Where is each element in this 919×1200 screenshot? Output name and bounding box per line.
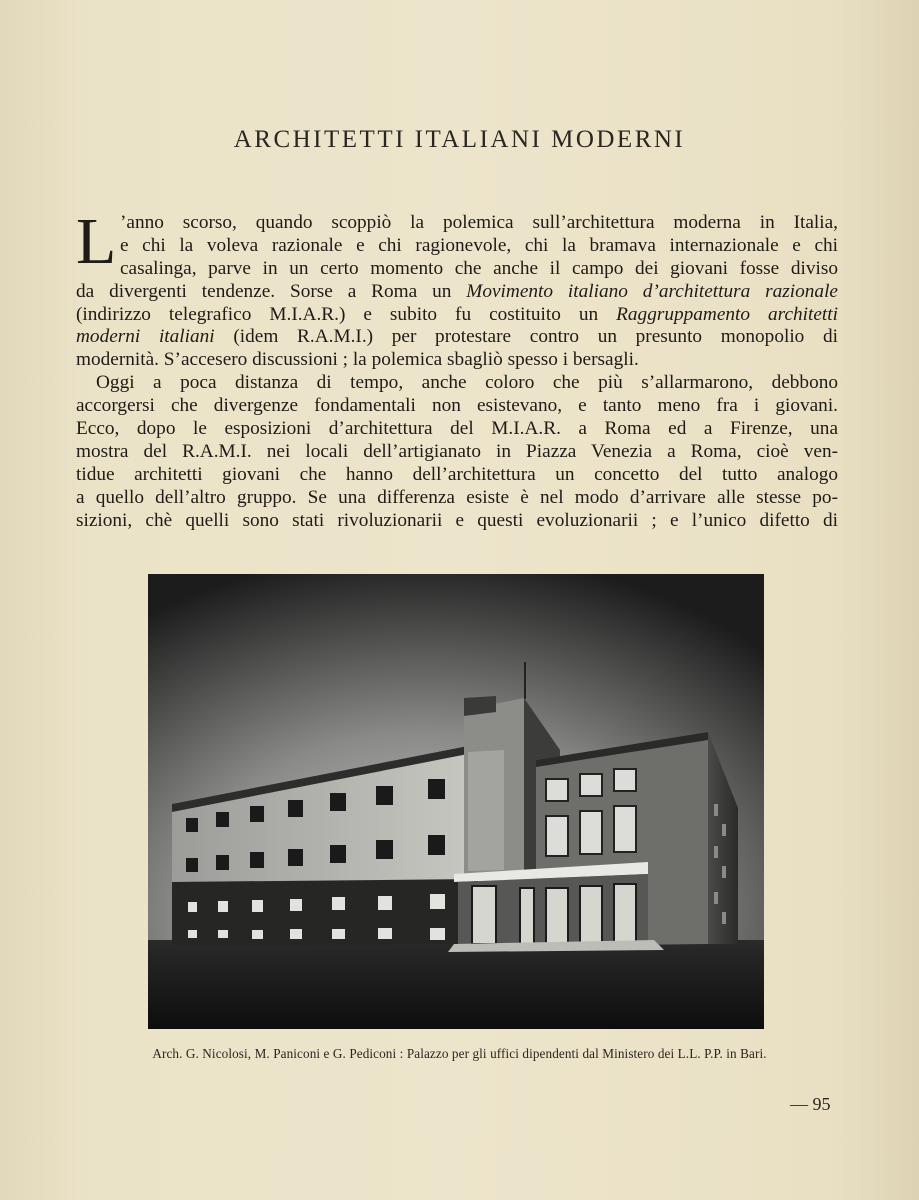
text-run: da divergenti tendenze. Sorse a Roma un	[76, 280, 467, 302]
text-line	[76, 326, 838, 349]
text-line	[76, 281, 838, 304]
text-line	[76, 441, 838, 464]
text-run: Oggi a poca distanza di tempo, anche coloro che più s’allarmarono, debbono	[96, 372, 838, 394]
text-run: e chi la voleva razionale e chi ragionevole, chi la bramava internazionale e chi	[120, 234, 838, 256]
page-number: — 95	[790, 1094, 831, 1114]
text-run: tidue architetti giovani che hanno dell’architettura un concetto del tutto analogo	[76, 463, 838, 485]
text-line	[76, 487, 838, 510]
text-line	[76, 349, 838, 372]
text-run: (indirizzo telegrafico M.I.A.R.) e subito fu costituito un	[76, 303, 617, 325]
building-illustration	[148, 574, 764, 1029]
text-run: Ecco, dopo le esposizioni d’architettura del M.I.A.R. a Roma ed a Firenze, una	[76, 418, 838, 440]
text-line	[76, 235, 838, 258]
text-run: casalinga, parve in un certo momento che anche il campo dei giovani fosse diviso	[120, 257, 838, 279]
text-run: mostra del R.A.M.I. nei locali dell’artigianato in Piazza Venezia a Roma, cioè ven-	[76, 440, 838, 462]
article-body	[76, 205, 838, 532]
article-title: ARCHITETTI ITALIANI MODERNI	[233, 126, 686, 153]
text-line	[76, 510, 838, 533]
text-line	[76, 212, 838, 235]
text-run: a quello dell’altro gruppo. Se una differenza esiste è nel modo d’arrivare alle stesse po-	[76, 486, 838, 508]
figure-caption: Arch. G. Nicolosi, M. Paniconi e G. Pediconi : Palazzo per gli uffici dipendenti dal Ministero dei L.L. P.P. in Bari.	[152, 1046, 767, 1061]
text-line	[76, 304, 838, 327]
italic-phrase: Raggruppamento architetti	[616, 303, 838, 325]
italic-phrase: moderni italiani	[76, 326, 215, 348]
text-run: sizioni, chè quelli sono stati rivoluzionarii e questi evoluzionarii ; e l’unico difetto di	[76, 509, 838, 531]
drop-cap: L	[76, 205, 117, 278]
italic-phrase: Movimento italiano d’architettura razionale	[466, 280, 838, 302]
text-line	[76, 258, 838, 281]
building-photo	[148, 574, 764, 1029]
text-run: ’anno scorso, quando scoppiò la polemica sull’architettura moderna in Italia,	[120, 212, 838, 233]
text-line	[76, 464, 838, 487]
text-line	[76, 395, 838, 418]
text-run: modernità. S’accesero discussioni ; la polemica sbagliò spesso i bersagli.	[76, 349, 639, 371]
text-run: accorgersi che divergenze fondamentali non esistevano, e tanto meno fra i giovani.	[76, 395, 838, 417]
text-run: (idem R.A.M.I.) per protestare contro un presunto monopolio di	[214, 326, 838, 348]
text-line	[76, 418, 838, 441]
text-line	[76, 372, 838, 395]
